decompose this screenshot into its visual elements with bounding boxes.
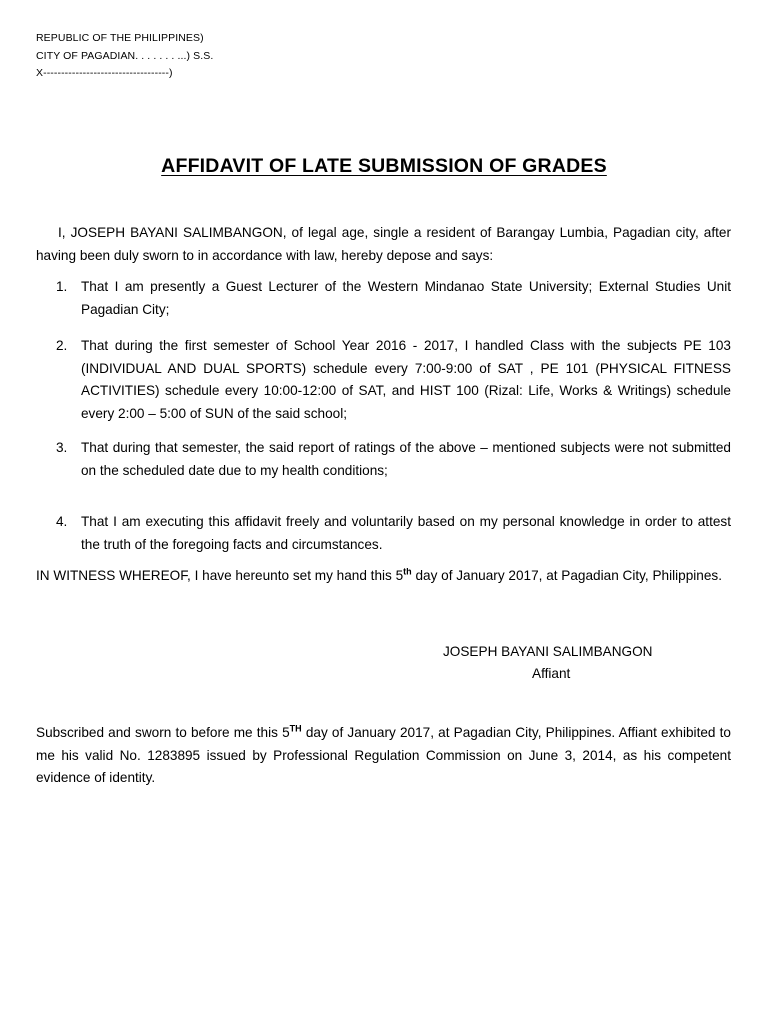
venue-line-separator: X-----------------------------------)	[36, 67, 173, 79]
list-item-number: 3.	[56, 440, 68, 455]
jurat-ordinal-suffix: TH	[289, 723, 302, 734]
jurat-paragraph	[36, 722, 731, 790]
venue-line-city: CITY OF PAGADIAN. . . . . . . ...) S.S.	[36, 49, 214, 62]
witness-paragraph	[36, 565, 731, 588]
list-item-text: That during the first semester of School Year 2016 - 2017, I handled Class with the subjects PE 103 (INDIVIDUAL AND DUAL SPORTS) schedule every 7:00-9:00 of SAT , PE 101 (PHYSICAL FITNESS ACTIVITIES) schedule every 10:00-12:00 of SAT, and HIST 100 (Rizal: Life, Works & Writings) schedule every 2:00 – 5:00 of SUN of the said school;	[81, 338, 731, 421]
list-item-number: 4.	[56, 514, 68, 529]
venue-block	[36, 30, 213, 83]
list-item-text: That I am presently a Guest Lecturer of the Western Mindanao State University; External Studies Unit Pagadian City;	[81, 279, 731, 317]
intro-paragraph: I, JOSEPH BAYANI SALIMBANGON, of legal age, single a resident of Barangay Lumbia, Pagadian city, after having been duly sworn to in accordance with law, hereby depose and says:	[36, 225, 731, 263]
witness-text-start: IN WITNESS WHEREOF, I have hereunto set my hand this 5	[36, 568, 404, 583]
list-item-text: That during that semester, the said report of ratings of the above – mentioned subjects were not submitted on the scheduled date due to my health conditions;	[81, 440, 731, 478]
list-item-text: That I am executing this affidavit freely and voluntarily based on my personal knowledge in order to attest the truth of the foregoing facts and circumstances.	[81, 514, 731, 552]
list-item-number: 2.	[56, 338, 68, 353]
witness-ordinal-suffix: th	[403, 566, 412, 577]
list-item	[56, 437, 731, 482]
list-item	[56, 335, 731, 425]
list-item	[56, 276, 731, 321]
witness-text-end: day of January 2017, at Pagadian City, Philippines.	[411, 568, 723, 583]
jurat-text-start: Subscribed and sworn to before me this 5	[36, 725, 290, 740]
jurat-text-end: day of January 2017, at Pagadian City, Philippines. Affiant exhibited to me his valid No. 1283895 issued by Professional Regulation Commission on June 3, 2014, as his competent evidence of identity.	[36, 725, 731, 785]
affiant-name: JOSEPH BAYANI SALIMBANGON	[443, 644, 653, 659]
affiant-label: Affiant	[532, 666, 571, 681]
venue-line-republic: REPUBLIC OF THE PHILIPPINES)	[36, 32, 204, 44]
document-title: AFFIDAVIT OF LATE SUBMISSION OF GRADES	[161, 155, 607, 177]
list-item-number: 1.	[56, 279, 68, 294]
list-item	[56, 511, 731, 556]
